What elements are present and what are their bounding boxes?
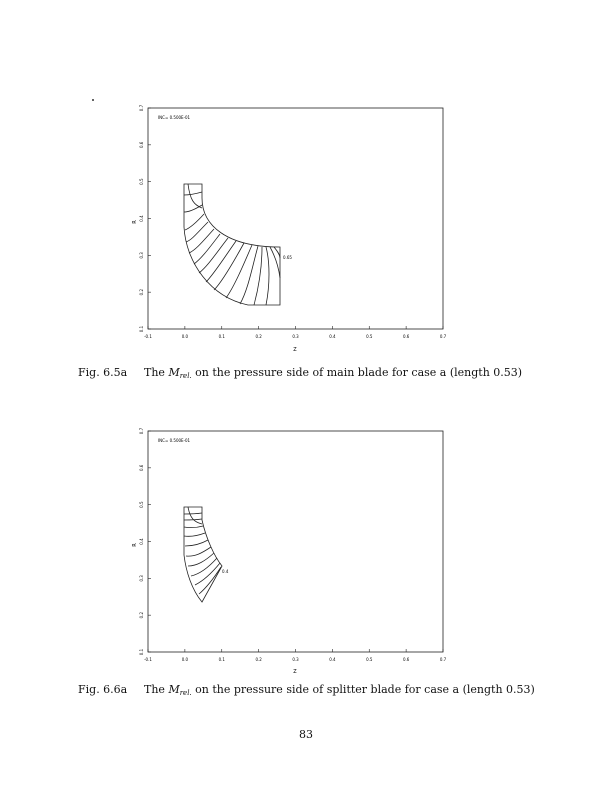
blade-outline bbox=[184, 507, 222, 602]
x-tick-label: 0.2 bbox=[255, 334, 262, 339]
caption-subscript: rel. bbox=[179, 689, 192, 697]
y-tick-label: 0.5 bbox=[139, 178, 144, 185]
y-axis-label: R bbox=[132, 220, 138, 224]
y-axis-label: R bbox=[132, 543, 138, 547]
x-tick-label: 0.6 bbox=[402, 334, 410, 339]
x-tick-label: 0.5 bbox=[366, 334, 373, 339]
figure-caption bbox=[78, 683, 535, 697]
x-tick-label: 0.3 bbox=[292, 334, 299, 339]
caption-symbol: M bbox=[168, 683, 180, 696]
contour-line bbox=[184, 526, 203, 528]
y-axis-ticks bbox=[139, 427, 151, 655]
x-tick-label: 0.6 bbox=[402, 657, 410, 662]
caption-text: The bbox=[144, 683, 169, 696]
inc-annotation: INC= 0.500E-01 bbox=[158, 115, 191, 120]
x-tick-label: 0.4 bbox=[329, 334, 336, 339]
page-number: 83 bbox=[299, 728, 313, 741]
contour-level-label: 0.4 bbox=[222, 569, 229, 574]
caption-subscript: rel. bbox=[179, 372, 192, 380]
contour-line bbox=[186, 547, 211, 556]
contour-line bbox=[184, 513, 202, 514]
contour-line bbox=[184, 533, 205, 536]
figure-number: Fig. 6.5a bbox=[78, 366, 128, 379]
x-tick-label: 0.3 bbox=[292, 657, 299, 662]
y-tick-label: 0.2 bbox=[139, 288, 144, 296]
x-tick-label: -0.1 bbox=[144, 657, 152, 662]
caption-text: on the pressure side of splitter blade for case a (length 0.53) bbox=[191, 683, 535, 696]
x-axis-ticks bbox=[144, 649, 447, 662]
caption-symbol: M bbox=[168, 366, 180, 379]
y-tick-label: 0.4 bbox=[139, 538, 144, 545]
y-tick-label: 0.4 bbox=[139, 215, 144, 222]
y-tick-label: 0.5 bbox=[139, 501, 144, 508]
plot-frame bbox=[148, 431, 443, 652]
contour-line bbox=[185, 540, 208, 546]
contour-line bbox=[188, 507, 202, 524]
x-tick-label: 0.4 bbox=[329, 657, 336, 662]
y-tick-label: 0.1 bbox=[139, 325, 144, 333]
x-tick-label: 0.2 bbox=[255, 657, 262, 662]
caption-text: The bbox=[144, 366, 169, 379]
x-tick-label: 0.7 bbox=[439, 657, 447, 662]
x-axis-label: Z bbox=[293, 669, 297, 675]
x-tick-label: 0.7 bbox=[439, 334, 447, 339]
x-tick-label: 0.5 bbox=[366, 657, 373, 662]
contour-line bbox=[188, 553, 214, 566]
contour-plot bbox=[184, 507, 222, 602]
x-tick-label: 0.1 bbox=[218, 657, 225, 662]
y-tick-label: 0.6 bbox=[139, 464, 144, 472]
x-tick-label: 0.0 bbox=[181, 334, 189, 339]
y-tick-label: 0.3 bbox=[139, 252, 144, 259]
y-tick-label: 0.2 bbox=[139, 611, 144, 619]
x-tick-label: 0.1 bbox=[218, 334, 225, 339]
y-tick-label: 0.7 bbox=[139, 427, 144, 435]
caption-text: on the pressure side of main blade for case a (length 0.53) bbox=[191, 366, 523, 379]
x-tick-label: 0.0 bbox=[181, 657, 189, 662]
figure-number: Fig. 6.6a bbox=[78, 683, 128, 696]
y-tick-label: 0.6 bbox=[139, 141, 144, 149]
y-tick-label: 0.7 bbox=[139, 104, 144, 112]
y-tick-label: 0.3 bbox=[139, 575, 144, 582]
x-tick-label: -0.1 bbox=[144, 334, 152, 339]
x-axis-label: Z bbox=[293, 347, 297, 353]
contour-level-label: 0.65 bbox=[283, 255, 292, 260]
inc-annotation: INC= 0.500E-01 bbox=[158, 438, 191, 443]
y-tick-label: 0.1 bbox=[139, 648, 144, 656]
